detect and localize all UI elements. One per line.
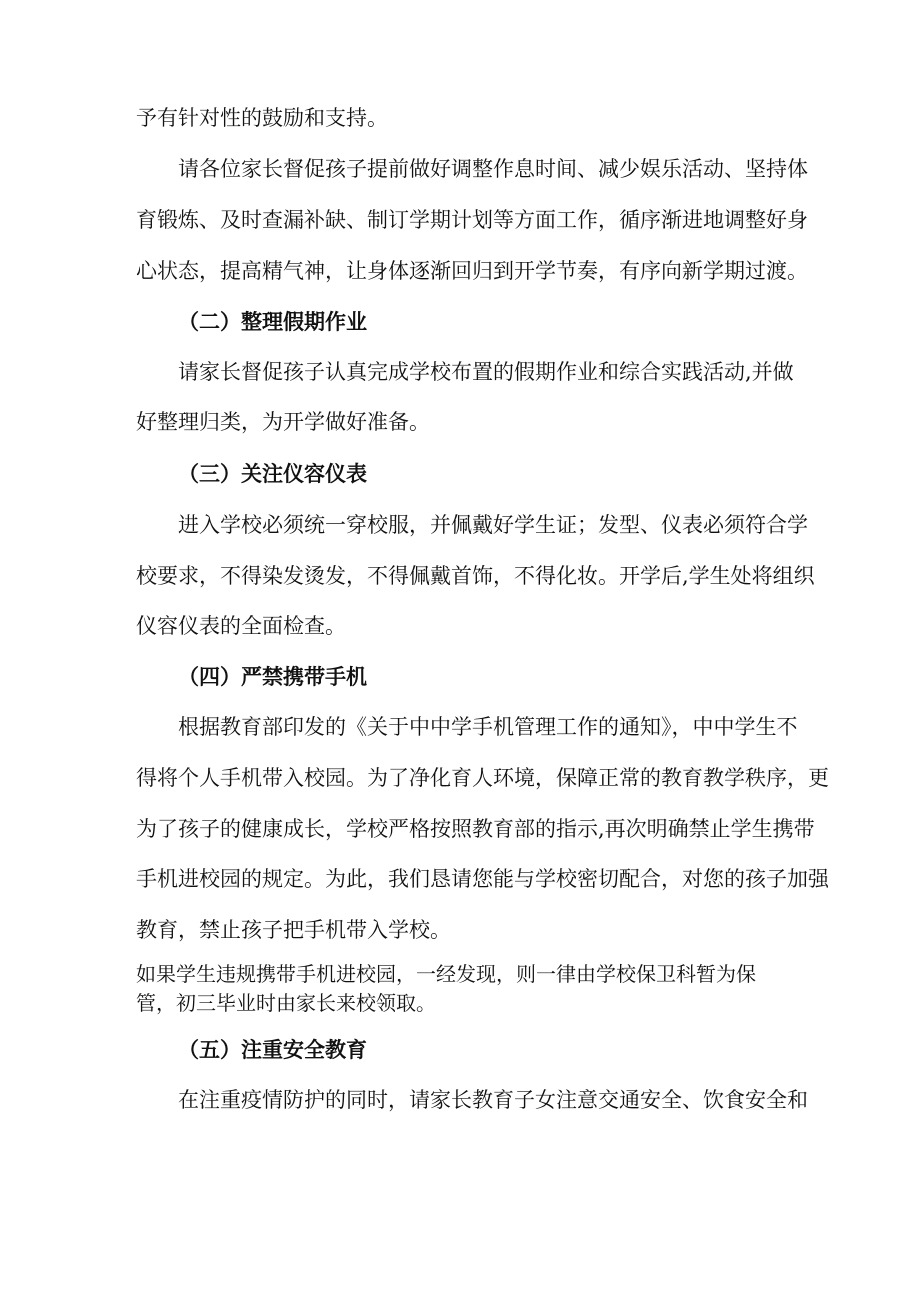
paragraph-line: 予有针对性的鼓励和支持。 — [136, 106, 388, 130]
section-heading: （二）整理假期作业 — [178, 309, 367, 334]
paragraph-line: 手机进校园的规定。为此，我们恳请您能与学校密切配合，对您的孩子加强 — [136, 867, 829, 891]
paragraph-line: 育锻炼、及时查漏补缺、制订学期计划等方面工作，循序渐进地调整好身 — [136, 208, 808, 232]
paragraph-line: 在注重疫情防护的同时，请家长教育子女注意交通安全、饮食安全和 — [178, 1088, 808, 1112]
section-heading: （三）关注仪容仪表 — [178, 461, 367, 486]
paragraph-line: 为了孩子的健康成长，学校严格按照教育部的指示,再次明确禁止学生携带 — [136, 817, 815, 841]
paragraph-line: 校要求，不得染发烫发，不得佩戴首饰，不得化妆。开学后,学生处将组织 — [136, 564, 815, 588]
paragraph-line: 仪容仪表的全面检查。 — [136, 614, 346, 638]
paragraph-line: 如果学生违规携带手机进校园，一经发现，则一律由学校保卫科暂为保 — [136, 962, 756, 986]
paragraph-line: 根据教育部印发的《关于中中学手机管理工作的通知》，中中学生不 — [178, 715, 798, 739]
paragraph-line: 心状态，提高精气神，让身体逐渐回归到开学节奏，有序向新学期过渡。 — [136, 259, 808, 283]
paragraph-line: 管，初三毕业时由家长来校领取。 — [136, 991, 436, 1015]
section-heading: （四）严禁携带手机 — [178, 664, 367, 689]
paragraph-line: 请家长督促孩子认真完成学校布置的假期作业和综合实践活动,并做 — [178, 360, 794, 384]
paragraph-line: 教育，禁止孩子把手机带入学校。 — [136, 918, 451, 942]
paragraph-line: 好整理归类，为开学做好准备。 — [136, 410, 430, 434]
section-heading: （五）注重安全教育 — [178, 1037, 367, 1062]
paragraph-line: 请各位家长督促孩子提前做好调整作息时间、减少娱乐活动、坚持体 — [178, 157, 808, 181]
paragraph-line: 得将个人手机带入校园。为了净化育人环境，保障正常的教育教学秩序，更 — [136, 766, 829, 790]
paragraph-line: 进入学校必须统一穿校服，并佩戴好学生证；发型、仪表必须符合学 — [178, 513, 808, 537]
